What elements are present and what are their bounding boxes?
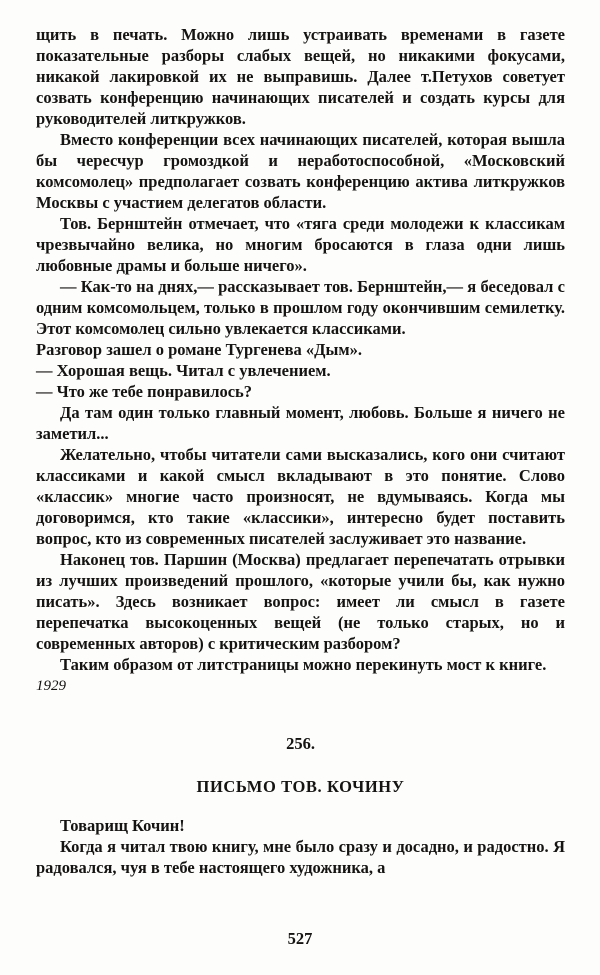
section-number: 256. [286,734,315,753]
paragraph: — Что же тебе понравилось? [36,382,253,401]
paragraph: щить в печать. Можно лишь устраивать временами в газете показательные разборы слабых вещей, но никакими фокусами, никакой лакировкой их не выправишь. Далее т.Петухов советует созвать конференцию начинающих писателей и создать курсы для руководителей литкружков. [36,25,565,128]
paragraph: Товарищ Кочин! [60,816,185,835]
page-body [36,24,565,878]
date: 1929 [36,678,66,694]
paragraph: Желательно, чтобы читатели сами высказались, кого они считают классиками и какой смысл вкладывают в это понятие. Слово «классик» многие часто произносят, не вдумываясь. Когда мы договоримся, кто такие «классики», интересно будет поставить вопрос, кто из современных писателей заслуживает это название. [36,445,565,548]
paragraph: Разговор зашел о романе Тургенева «Дым». [36,340,362,359]
paragraph: — Хорошая вещь. Читал с увлечением. [36,361,331,380]
paragraph: Тов. Бернштейн отмечает, что «тяга среди молодежи к классикам чрезвычайно велика, но многим бросаются в глаза одни лишь любовные драмы и больше ничего». [36,214,565,275]
paragraph: Наконец тов. Паршин (Москва) предлагает перепечатать отрывки из лучших произведений прошлого, «которые учили бы, как нужно писать». Здесь возникает вопрос: имеет ли смысл в газете перепечатка высокоценных вещей (не только старых, но и современных авторов) с критическим разбором? [36,550,565,653]
paragraph: Когда я читал твою книгу, мне было сразу и досадно, и радостно. Я радовался, чуя в тебе настоящего художника, а [36,837,565,877]
page-number: 527 [287,929,313,948]
paragraph: — Как-то на днях,— рассказывает тов. Бернштейн,— я беседовал с одним комсомольцем, только в прошлом году окончившим семилетку. Этот комсомолец сильно увлекается классиками. [36,277,565,338]
section-title: ПИСЬМО ТОВ. КОЧИНУ [196,777,405,796]
paragraph: Вместо конференции всех начинающих писателей, которая вышла бы чересчур громоздкой и неработоспособной, «Московский комсомолец» предполагает созвать конференцию актива литкружков Москвы с участием делегатов области. [36,130,565,212]
paragraph: Да там один только главный момент, любовь. Больше я ничего не заметил... [36,403,565,443]
paragraph: Таким образом от литстраницы можно перекинуть мост к книге. [60,655,547,674]
